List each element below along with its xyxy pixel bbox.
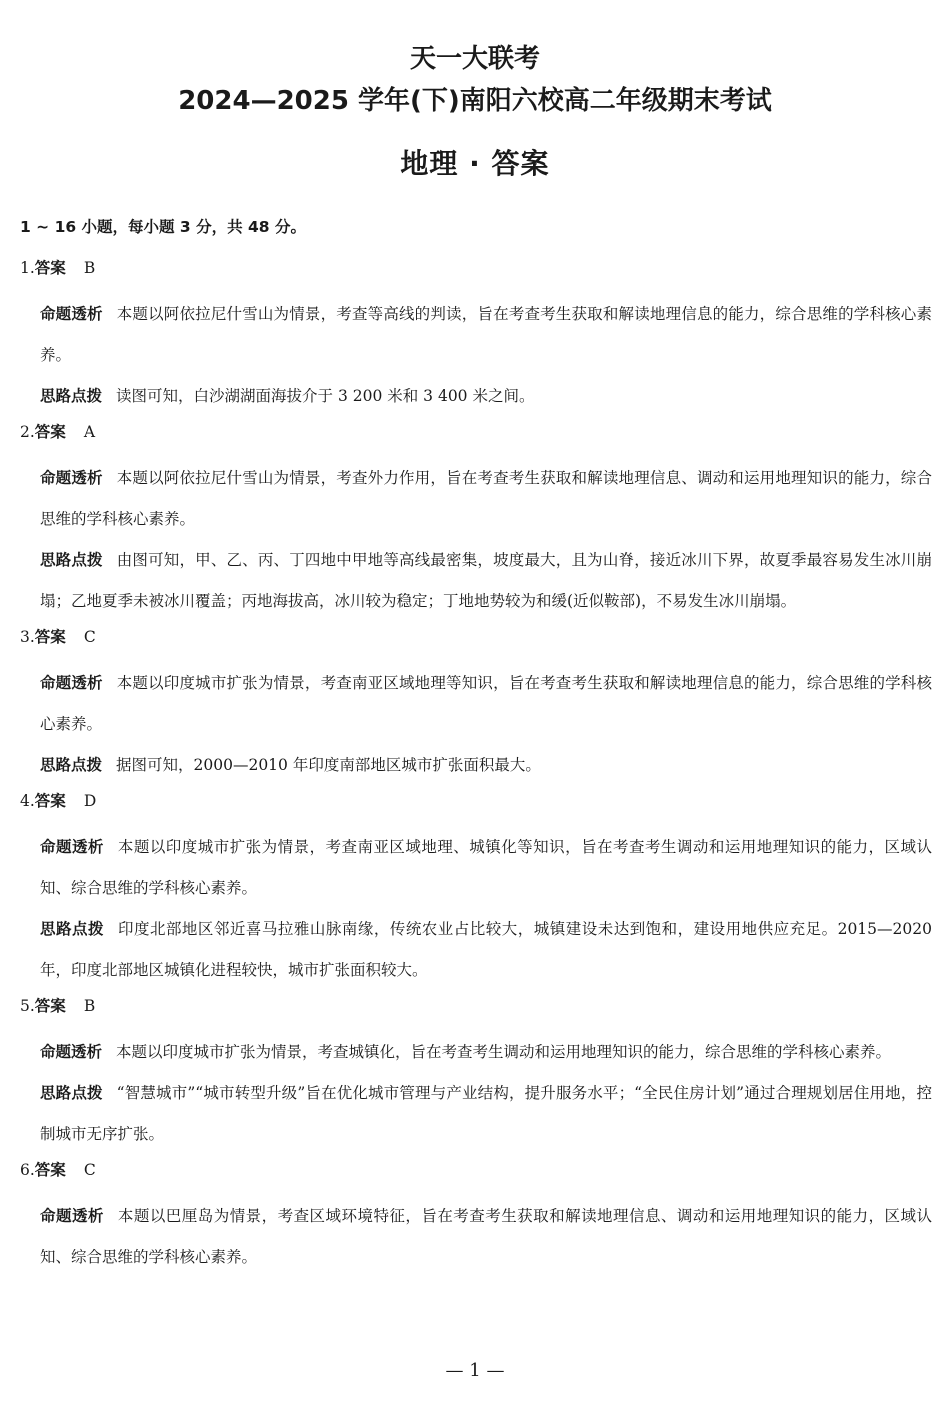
analysis-label: 命题透析 (40, 1207, 104, 1225)
analysis-label: 命题透析 (40, 305, 103, 323)
answer-value: B (83, 997, 96, 1015)
analysis-label: 命题透析 (40, 674, 103, 692)
question-number: 3. (20, 628, 35, 646)
answer-label: 答案 (34, 628, 66, 646)
analysis-text: 本题以印度城市扩张为情景，考查城镇化，旨在考查考生调动和运用地理知识的能力，综合思维的学科核心素养。 (116, 1043, 892, 1061)
question-number: 5. (20, 997, 35, 1015)
intro-line: 1 ~ 16 小题，每小题 3 分，共 48 分。 (20, 218, 306, 236)
answer-value: C (83, 628, 96, 646)
question-2-analysis (20, 458, 932, 540)
answer-label: 答案 (34, 997, 66, 1015)
question-number: 1. (20, 259, 35, 277)
answer-label: 答案 (34, 1161, 66, 1179)
question-1-answer (20, 253, 932, 283)
answer-label: 答案 (34, 259, 66, 277)
question-2-answer (20, 417, 932, 447)
answer-value: A (83, 423, 96, 441)
analysis-text: 本题以阿依拉尼什雪山为情景，考查等高线的判读，旨在考查考生获取和解读地理信息的能力，综合思维的学科核心素养。 (40, 305, 932, 364)
question-2-hint (20, 540, 932, 622)
question-6-answer (20, 1155, 932, 1185)
analysis-label: 命题透析 (40, 469, 103, 487)
question-1-hint (20, 376, 932, 417)
answer-label: 答案 (34, 792, 66, 810)
header-line-1: 天一大联考 (409, 44, 540, 74)
question-5-hint (20, 1073, 932, 1155)
page-title: 地理 · 答案 (400, 147, 550, 180)
header-exam-title: 2024—2025 学年(下)南阳六校高二年级期末考试 (178, 86, 772, 116)
hint-label: 思路点拨 (40, 756, 103, 774)
hint-text: 由图可知，甲、乙、丙、丁四地中甲地等高线最密集，坡度最大，且为山脊，接近冰川下界，故夏季最容易发生冰川崩塌；乙地夏季未被冰川覆盖；丙地海拔高，冰川较为稳定；丁地地势较为和缓(近似鞍部)，不易发生冰川崩塌。 (40, 551, 932, 610)
analysis-text: 本题以印度城市扩张为情景，考查南亚区域地理、城镇化等知识，旨在考查考生调动和运用地理知识的能力，区域认知、综合思维的学科核心素养。 (40, 838, 932, 897)
question-5-answer (20, 991, 932, 1021)
question-number: 4. (20, 792, 35, 810)
question-1-analysis (20, 294, 932, 376)
question-4-analysis (20, 827, 932, 909)
question-6-analysis (20, 1196, 932, 1278)
hint-text: 印度北部地区邻近喜马拉雅山脉南缘，传统农业占比较大，城镇建设未达到饱和，建设用地供应充足。2015—2020 年，印度北部地区城镇化进程较快，城市扩张面积较大。 (40, 920, 932, 979)
question-number: 2. (20, 423, 35, 441)
hint-label: 思路点拨 (40, 920, 104, 938)
answer-value: D (83, 792, 97, 810)
question-3-analysis (20, 663, 932, 745)
question-5-analysis (20, 1032, 932, 1073)
analysis-text: 本题以印度城市扩张为情景，考查南亚区域地理等知识，旨在考查考生获取和解读地理信息的能力，综合思维的学科核心素养。 (40, 674, 932, 733)
hint-label: 思路点拨 (40, 551, 103, 569)
analysis-label: 命题透析 (40, 1043, 103, 1061)
question-4-answer (20, 786, 932, 816)
hint-text: 据图可知，2000—2010 年印度南部地区城市扩张面积最大。 (116, 756, 541, 774)
question-4-hint (20, 909, 932, 991)
analysis-label: 命题透析 (40, 838, 104, 856)
hint-text: 读图可知，白沙湖湖面海拔介于 3 200 米和 3 400 米之间。 (116, 387, 535, 405)
page-number: — 1 — (445, 1360, 505, 1381)
question-3-hint (20, 745, 932, 786)
hint-label: 思路点拨 (40, 387, 103, 405)
question-3-answer (20, 622, 932, 652)
hint-text: “智慧城市”“城市转型升级”旨在优化城市管理与产业结构，提升服务水平；“全民住房计划”通过合理规划居住用地，控制城市无序扩张。 (40, 1084, 932, 1143)
answer-value: C (83, 1161, 96, 1179)
answer-content (20, 212, 932, 1278)
analysis-text: 本题以阿依拉尼什雪山为情景，考查外力作用，旨在考查考生获取和解读地理信息、调动和运用地理知识的能力，综合思维的学科核心素养。 (40, 469, 932, 528)
question-number: 6. (20, 1161, 35, 1179)
hint-label: 思路点拨 (40, 1084, 103, 1102)
answer-value: B (83, 259, 96, 277)
answer-label: 答案 (34, 423, 66, 441)
analysis-text: 本题以巴厘岛为情景，考查区域环境特征，旨在考查考生获取和解读地理信息、调动和运用地理知识的能力，区域认知、综合思维的学科核心素养。 (40, 1207, 932, 1266)
